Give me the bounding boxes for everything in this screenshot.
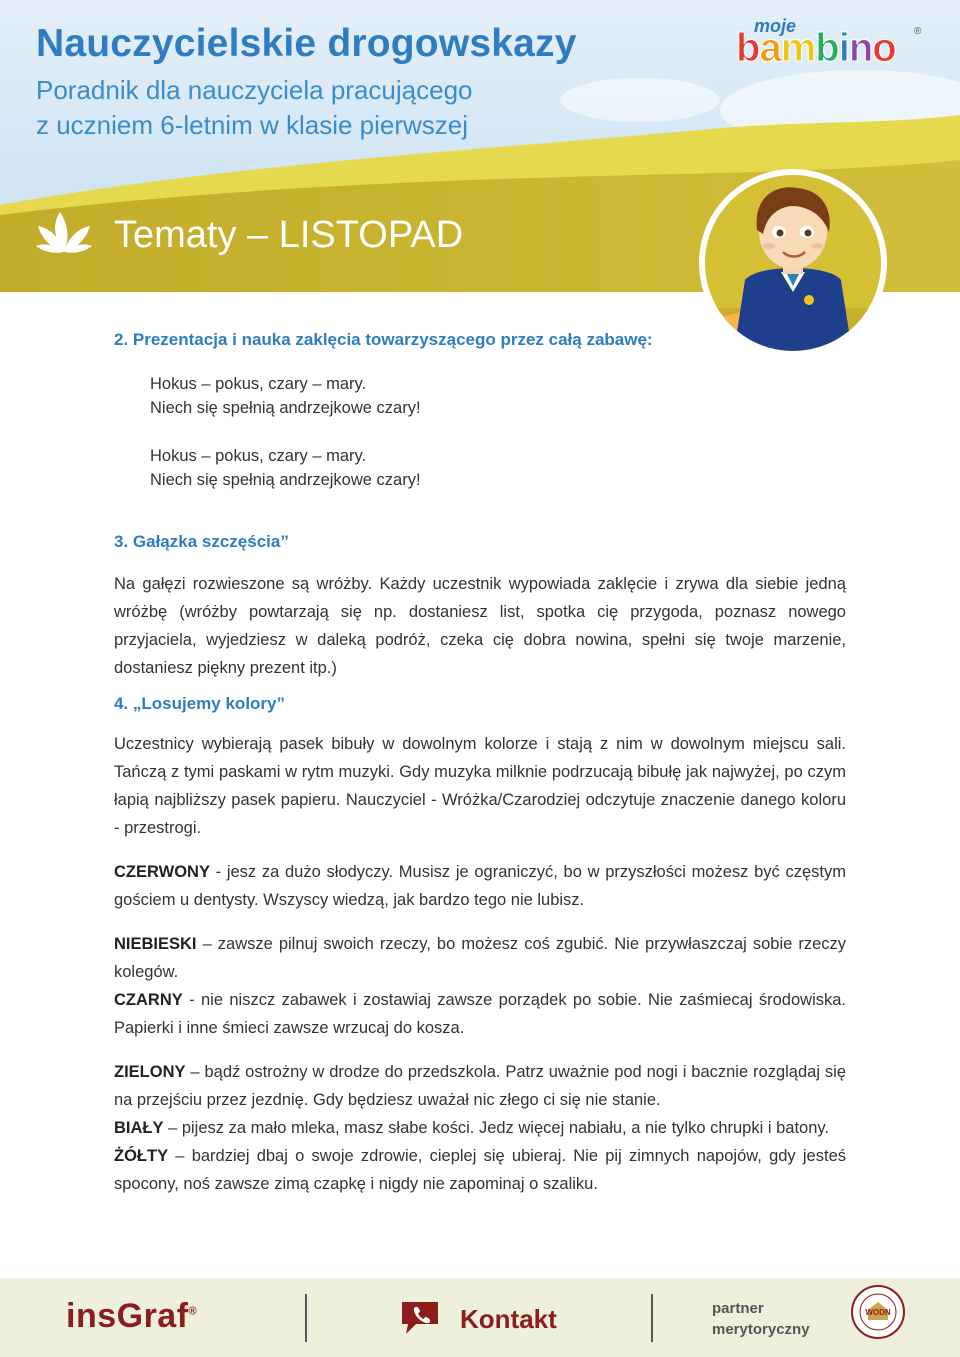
color-item-yellow — [114, 1142, 846, 1198]
document-title: Nauczycielskie drogowskazy — [36, 22, 577, 65]
insgraf-logo-text: insGraf — [66, 1297, 189, 1335]
verse-line: Niech się spełnią andrzejkowe czary! — [150, 399, 421, 417]
insgraf-registered-mark: ® — [188, 1305, 198, 1318]
color-item-blue — [114, 930, 846, 986]
logo-letter: m — [780, 26, 816, 70]
contact-phone-icon[interactable] — [394, 1298, 446, 1338]
logo-letter: a — [759, 26, 781, 70]
page-footer — [0, 1278, 960, 1357]
logo-bambino-letters — [736, 26, 896, 70]
color-name: BIAŁY — [114, 1119, 164, 1137]
color-item-green — [114, 1058, 846, 1114]
leaf-icon — [34, 208, 94, 258]
logo-registered-mark: ® — [914, 26, 922, 37]
color-name: CZARNY — [114, 991, 183, 1009]
logo-letter: b — [815, 26, 839, 70]
color-meaning: – bądź ostrożny w drodze do przedszkola. Patrz uważnie pod nogi i bacznie rozglądaj się na przejściu przez jezdnię. Gdy będziesz uważał nic złego ci się nie stanie. — [114, 1063, 846, 1109]
partner-label-line2: merytoryczny — [712, 1321, 810, 1338]
footer-divider — [305, 1294, 307, 1342]
wodn-seal-logo[interactable] — [850, 1284, 906, 1340]
main-content — [114, 330, 846, 1198]
content-partner-label — [712, 1298, 810, 1340]
insgraf-logo[interactable] — [66, 1297, 197, 1336]
color-meaning: - jesz za dużo słodyczy. Musisz je ograniczyć, bo w przyszłości możesz być częstym gościem u dentysty. Wszyscy wiedzą, jak bardzo tego nie lubisz. — [114, 863, 846, 909]
partner-label-line1: partner — [712, 1300, 764, 1317]
section-4-text: Uczestnicy wybierają pasek bibuły w dowolnym kolorze i stają z nim w dowolnym miejscu sali. Tańczą z tymi paskami w rytm muzyki. Gdy muzyka milknie podrzucają bibułę jak najwyżej, po czym łapią najbliższy pasek papieru. Nauczyciel - Wróżka/Czarodziej odczytuje znaczenie danego koloru - przestrogi. — [114, 735, 846, 837]
logo-moje-text: moje — [754, 16, 797, 36]
logo-letter: n — [848, 26, 873, 70]
logo-letter: b — [736, 26, 760, 70]
logo-letter: i — [838, 26, 849, 70]
color-meaning: – pijesz za mało mleka, masz słabe kości. Jedz więcej nabiału, a nie tylko chrupki i batony. — [163, 1119, 830, 1137]
color-meaning: – bardziej dbaj o swoje zdrowie, cieplej się ubieraj. Nie pij zimnych napojów, gdy jesteś spocony, noś zawsze zimą czapkę i nigdy nie zapominaj o szaliku. — [114, 1147, 846, 1193]
seal-text: WODN — [865, 1308, 891, 1317]
color-item-black — [114, 986, 846, 1042]
logo-bambino-text — [736, 26, 896, 71]
color-item-white — [114, 1114, 846, 1142]
verse-line: Hokus – pokus, czary – mary. — [150, 447, 367, 465]
document-subtitle-line2: z uczniem 6-letnim w klasie pierwszej — [36, 110, 469, 140]
section-2-heading: 2. Prezentacja i nauka zaklęcia towarzyszącego przez całą zabawę: — [114, 330, 653, 349]
incantation-verse-2 — [150, 444, 846, 492]
verse-line: Niech się spełnią andrzejkowe czary! — [150, 471, 421, 489]
topic-title: Tematy – LISTOPAD — [114, 214, 464, 256]
color-name: CZERWONY — [114, 863, 210, 881]
color-meaning: – zawsze pilnuj swoich rzeczy, bo możesz coś zgubić. Nie przywłaszczaj sobie rzeczy kolegów. — [114, 935, 846, 981]
logo-letter: o — [872, 26, 896, 70]
verse-line: Hokus – pokus, czary – mary. — [150, 375, 367, 393]
footer-divider — [651, 1294, 653, 1342]
section-3-text: Na gałęzi rozwieszone są wróżby. Każdy uczestnik wypowiada zaklęcie i zrywa dla siebie jedną wróżbę (wróżby powtarzają się np. dostaniesz list, spotka cię przygoda, poznasz nowego przyjaciela, wyjedziesz w daleką podróż, czeka cię dobra nowina, spełni się twoje marzenie, dostaniesz piękny prezent itp.) — [114, 575, 846, 677]
color-name: NIEBIESKI — [114, 935, 197, 953]
document-subtitle-line1: Poradnik dla nauczyciela pracującego — [36, 75, 473, 105]
color-meaning: - nie niszcz zabawek i zostawiaj zawsze porządek po sobie. Nie zaśmiecaj środowiska. Papierki i inne śmieci zawsze wrzucaj do kosza. — [114, 991, 846, 1037]
section-4-heading: 4. „Losujemy kolory” — [114, 694, 285, 713]
incantation-verse-1 — [150, 372, 846, 420]
color-item-red — [114, 858, 846, 914]
contact-link[interactable]: Kontakt — [460, 1304, 557, 1334]
color-name: ŻÓŁTY — [114, 1147, 169, 1165]
section-3-heading: 3. Gałązka szczęścia” — [114, 532, 289, 551]
color-name: ZIELONY — [114, 1063, 186, 1081]
